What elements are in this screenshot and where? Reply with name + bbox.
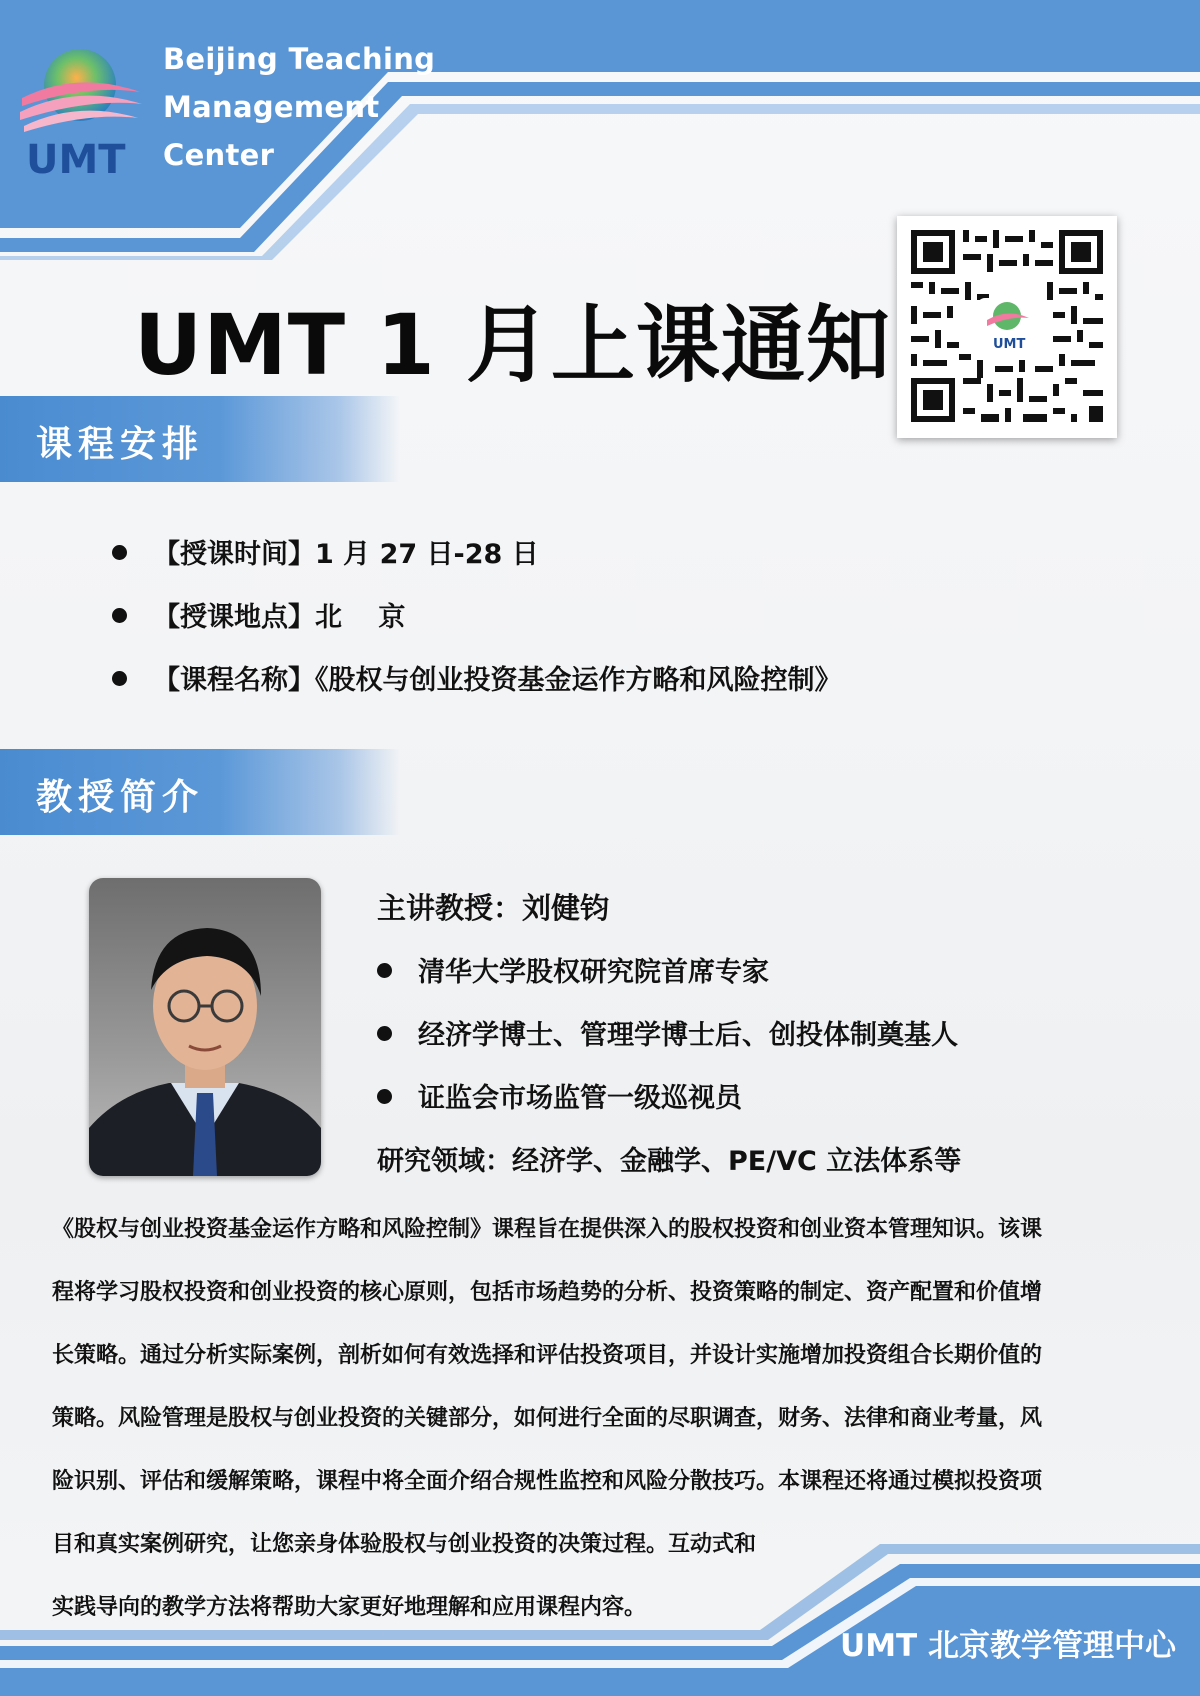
bullet-icon	[377, 1089, 392, 1104]
description-line: 长策略。通过分析实际案例，剖析如何有效选择和评估投资项目，并设计实施增加投资组合长期价值的	[52, 1343, 1043, 1368]
bullet-icon	[377, 1026, 392, 1041]
org-name-line-1: Beijing Teaching	[163, 42, 436, 76]
professor-name: 主讲教授：刘健钧	[377, 891, 610, 925]
svg-text:UMT: UMT	[993, 337, 1026, 352]
footer-org-name: UMT 北京教学管理中心	[840, 1628, 1176, 1664]
schedule-item-course	[112, 658, 842, 697]
qr-code[interactable]	[897, 216, 1117, 438]
schedule-item-value: 《股权与创业投资基金运作方略和风险控制》	[315, 665, 842, 696]
bullet-icon	[112, 545, 127, 560]
description-line: 《股权与创业投资基金运作方略和风险控制》课程旨在提供深入的股权投资和创业资本管理知识。该课	[52, 1217, 1043, 1242]
description-line: 程将学习股权投资和创业投资的核心原则，包括市场趋势的分析、投资策略的制定、资产配置和价值增	[52, 1280, 1043, 1305]
section-heading-professor: 教授简介	[36, 777, 205, 818]
org-name-line-3: Center	[163, 138, 275, 172]
schedule-item-label: 【课程名称】	[153, 665, 315, 696]
description-line: 策略。风险管理是股权与创业投资的关键部分，如何进行全面的尽职调查，财务、法律和商业考量，风	[52, 1406, 1043, 1431]
section-bar-professor	[0, 749, 400, 835]
schedule-item-value: 北 京	[315, 602, 406, 633]
professor-photo	[89, 878, 321, 1176]
schedule-item-time	[112, 532, 539, 571]
footer-banner	[0, 1530, 1200, 1696]
qr-code-image	[897, 216, 1117, 438]
bullet-icon	[112, 608, 127, 623]
description-line: 险识别、评估和缓解策略，课程中将全面介绍合规性监控和风险分散技巧。本课程还将通过模拟投资项	[52, 1469, 1043, 1494]
credential-item: 经济学博士、管理学博士后、创投体制奠基人	[377, 1013, 958, 1052]
description-line: 目和真实案例研究，让您亲身体验股权与创业投资的决策过程。互动式和	[52, 1532, 757, 1557]
schedule-item-location	[112, 595, 405, 634]
section-bar-schedule	[0, 396, 400, 482]
credential-item: 清华大学股权研究院首席专家	[377, 950, 769, 989]
description-line: 实践导向的教学方法将帮助大家更好地理解和应用课程内容。	[52, 1595, 647, 1620]
schedule-item-label: 【授课地点】	[153, 602, 315, 633]
section-heading-schedule: 课程安排	[36, 424, 205, 465]
credential-item: 证监会市场监管一级巡视员	[377, 1076, 742, 1115]
svg-text:UMT: UMT	[26, 137, 126, 180]
umt-logo	[18, 40, 143, 180]
schedule-item-label: 【授课时间】	[153, 539, 315, 570]
bullet-icon	[377, 963, 392, 978]
research-fields: 研究领域：经济学、金融学、PE/VC 立法体系等	[377, 1146, 962, 1177]
schedule-item-value: 1 月 27 日-28 日	[315, 539, 539, 570]
org-name-line-2: Management	[163, 90, 380, 124]
bullet-icon	[112, 671, 127, 686]
page-title: UMT 1 月上课通知	[134, 296, 892, 394]
